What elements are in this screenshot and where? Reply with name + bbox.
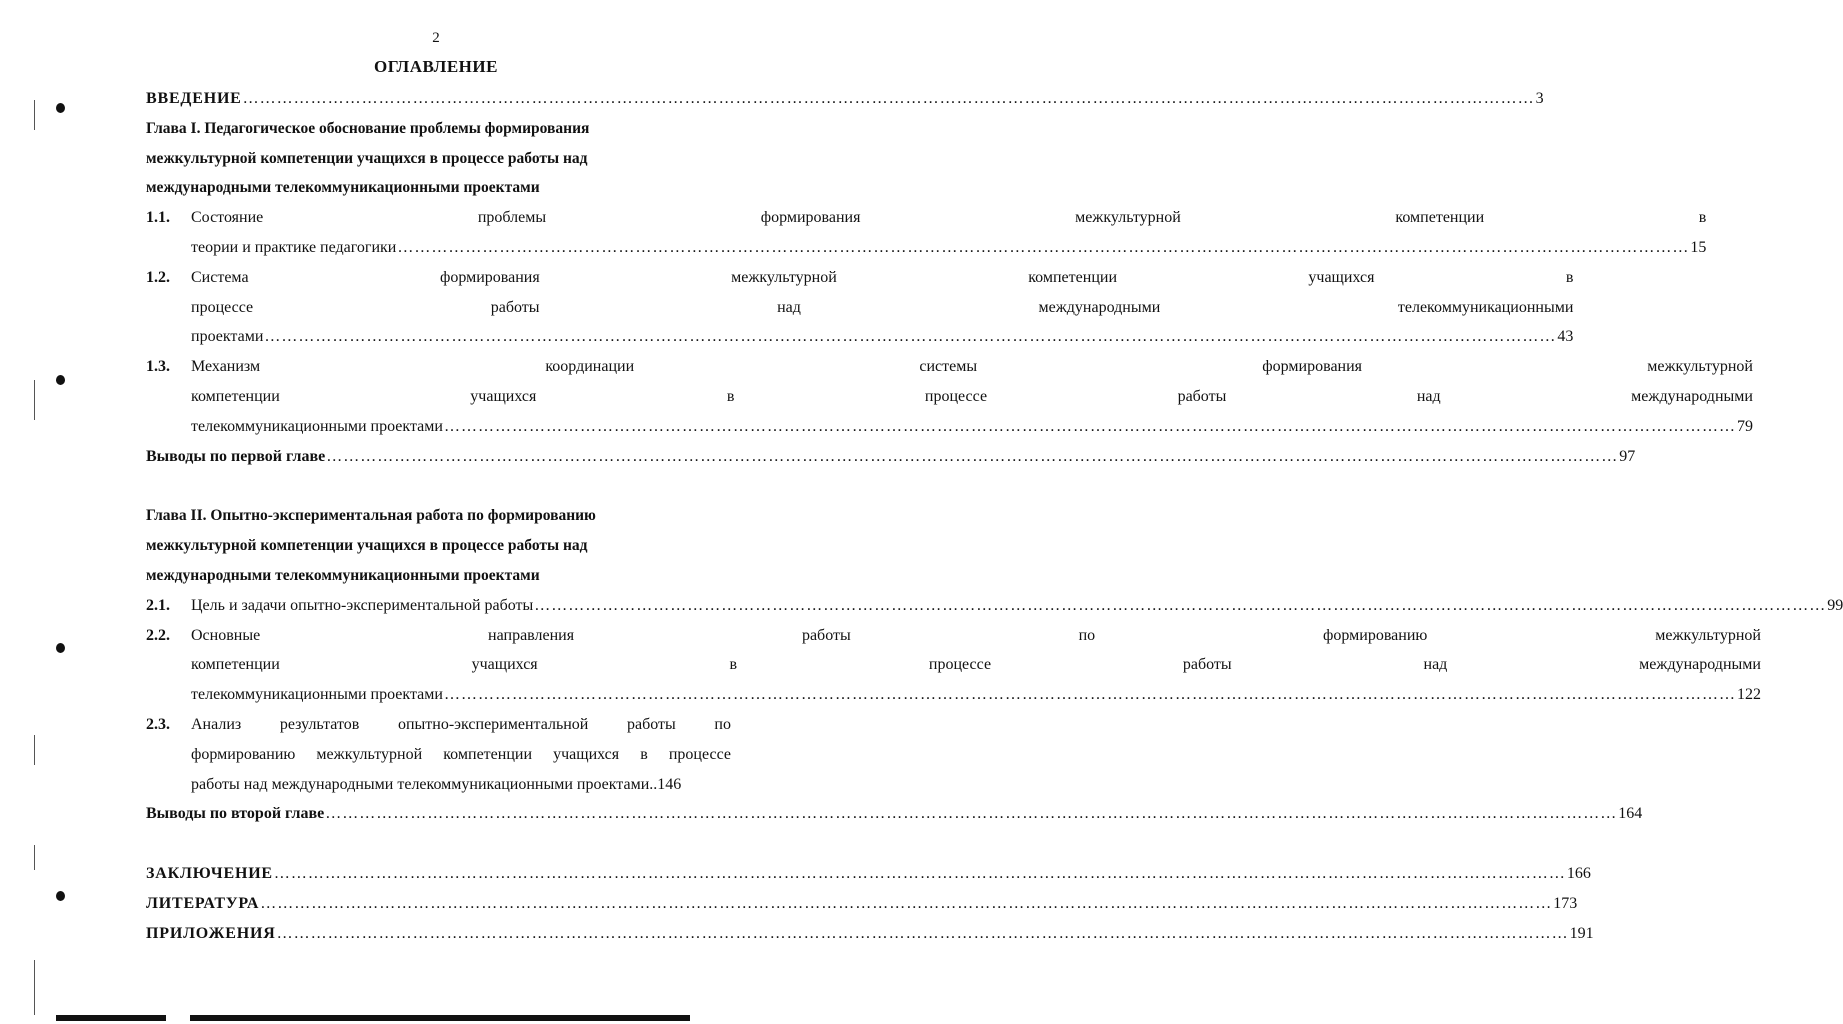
section-title-line: Основные направления работы по формированию межкультурной <box>191 626 1761 644</box>
toc-entry-conclusion <box>146 859 1591 889</box>
binder-hole-mark <box>56 103 65 113</box>
dot-leader <box>397 233 1689 263</box>
chapter-title-line: Глава II. Опытно-экспериментальная работа по формированию <box>146 507 596 525</box>
section-title-last-line: работы над международными телекоммуникационными проектами.. <box>191 775 658 793</box>
chapter-title-line: межкультурной компетенции учащихся в процессе работы над <box>146 537 588 555</box>
section-title-line: компетенции учащихся в процессе работы над международными <box>191 656 1761 674</box>
margin-scan-line <box>34 845 35 870</box>
binder-hole-mark <box>56 375 65 385</box>
toc-section-1-3 <box>146 352 1753 441</box>
document-title: ОГЛАВЛЕНИЕ <box>374 57 498 76</box>
toc-page-number: 146 <box>657 775 682 793</box>
section-title-last-line: теории и практике педагогики <box>191 238 397 256</box>
page-number: 2 <box>432 30 440 46</box>
section-number: 1.3. <box>146 358 170 376</box>
dot-leader <box>444 680 1736 710</box>
scan-edge-bar <box>56 1015 166 1021</box>
toc-page-number: 122 <box>1736 686 1761 704</box>
toc-entry-chapter-2-conclusion <box>146 799 1643 829</box>
section-title-line: Состояние проблемы формирования межкультурной компетенции в <box>191 209 1707 227</box>
section-title-line: компетенции учащихся в процессе работы над международными <box>191 387 1753 405</box>
dot-leader <box>260 889 1552 919</box>
chapter-title-line: Глава I. Педагогическое обоснование проблемы формирования <box>146 119 590 137</box>
margin-scan-line <box>34 735 35 765</box>
toc-entry-label: Выводы по первой главе <box>146 447 326 465</box>
dot-leader <box>534 591 1826 621</box>
chapter-title-line: международными телекоммуникационными проектами <box>146 566 540 584</box>
section-title-line: Механизм координации системы формирования межкультурной <box>191 358 1753 376</box>
margin-scan-line <box>34 960 35 1015</box>
toc-page-number: 15 <box>1690 238 1707 256</box>
toc-page-number: 43 <box>1557 328 1574 346</box>
dot-leader <box>277 919 1569 949</box>
section-number: 2.3. <box>146 715 170 733</box>
chapter-title-line: межкультурной компетенции учащихся в процессе работы над <box>146 149 588 167</box>
toc-page-number: 173 <box>1553 894 1578 912</box>
toc-page-number: 99 <box>1827 596 1843 614</box>
section-title-line: процессе работы над международными телекоммуникационными <box>191 298 1574 316</box>
toc-entry-label: ЛИТЕРАТУРА <box>146 894 260 912</box>
binder-hole-mark <box>56 891 65 901</box>
section-title-last-line: проектами <box>191 328 264 346</box>
toc-page-number: 97 <box>1619 447 1636 465</box>
toc-section-2-1 <box>146 591 1843 621</box>
section-title-last-line: телекоммуникационными проектами <box>191 417 443 435</box>
section-number: 1.2. <box>146 268 170 286</box>
chapter-1-title <box>146 114 731 203</box>
chapter-2-title <box>146 501 731 590</box>
toc-entry-label: ПРИЛОЖЕНИЯ <box>146 924 276 942</box>
toc-entry-label: ВВЕДЕНИЕ <box>146 90 242 107</box>
dot-leader <box>274 859 1566 889</box>
toc-entry-intro <box>146 84 1544 114</box>
dot-leader <box>243 84 1535 114</box>
toc-section-1-2 <box>146 263 1574 352</box>
toc-section-2-2 <box>146 621 1761 710</box>
binder-hole-mark <box>56 643 65 653</box>
toc-page-number: 79 <box>1736 417 1753 435</box>
section-title-line: Анализ результатов опытно-экспериментальной работы по <box>191 715 731 733</box>
toc-page-number: 3 <box>1535 90 1544 107</box>
section-title-last-line: телекоммуникационными проектами <box>191 686 443 704</box>
table-of-contents <box>146 84 1843 949</box>
dot-leader <box>325 799 1617 829</box>
margin-scan-line <box>34 380 35 420</box>
dot-leader <box>264 322 1556 352</box>
toc-entry-label: ЗАКЛЮЧЕНИЕ <box>146 865 273 883</box>
toc-page-number: 164 <box>1618 805 1643 823</box>
toc-page-number: 191 <box>1569 924 1594 942</box>
margin-scan-line <box>34 100 35 130</box>
dot-leader <box>326 442 1618 472</box>
toc-page-number: 166 <box>1566 865 1591 883</box>
toc-entry-label: Выводы по второй главе <box>146 805 325 823</box>
scan-edge-bar <box>190 1015 690 1021</box>
toc-entry-literature <box>146 889 1578 919</box>
section-title-last-line: Цель и задачи опытно-экспериментальной работы <box>191 596 534 614</box>
dot-leader <box>444 412 1736 442</box>
section-number: 2.1. <box>146 596 170 614</box>
toc-section-1-1 <box>146 203 1707 263</box>
chapter-title-line: международными телекоммуникационными проектами <box>146 179 540 197</box>
section-number: 1.1. <box>146 209 170 227</box>
section-title-line: Система формирования межкультурной компетенции учащихся в <box>191 268 1574 286</box>
toc-entry-chapter-1-conclusion <box>146 442 1636 472</box>
toc-entry-appendix <box>146 919 1594 949</box>
toc-section-2-3 <box>146 710 731 799</box>
section-number: 2.2. <box>146 626 170 644</box>
section-title-line: формированию межкультурной компетенции учащихся в процессе <box>191 745 731 763</box>
